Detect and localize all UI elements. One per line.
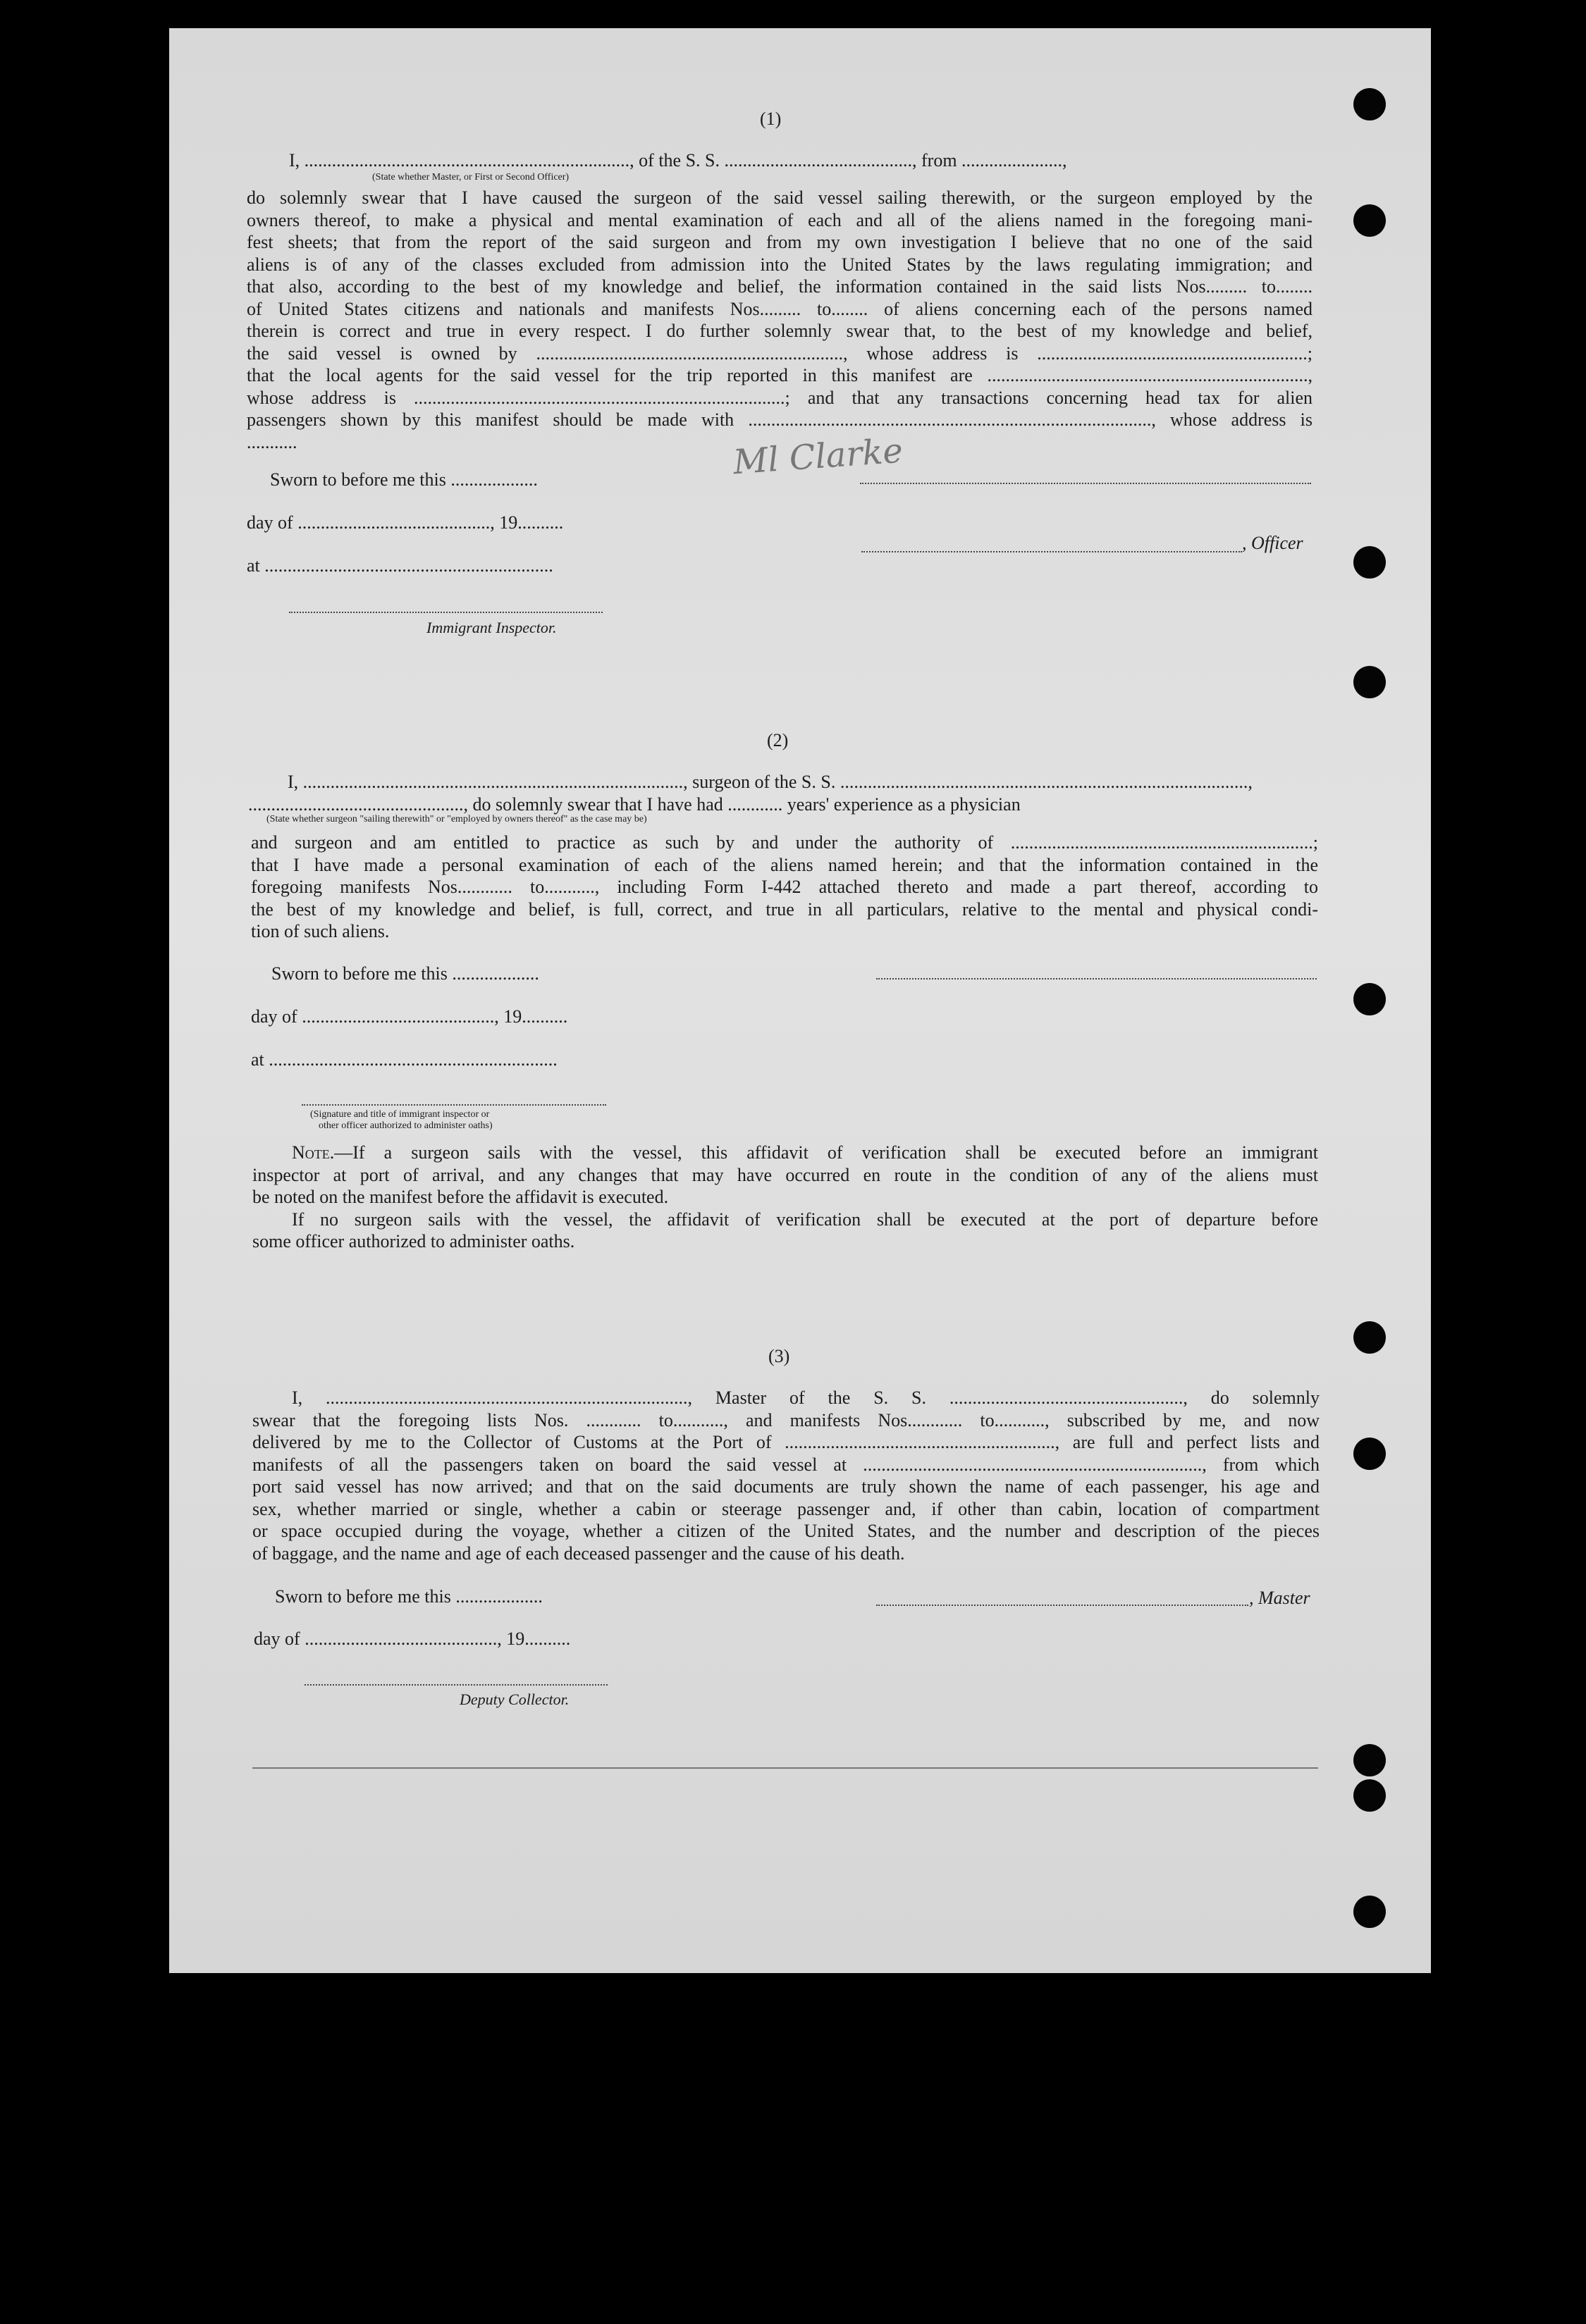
section-2-opening-line: I, ..................................................................................., surgeon of the S. S. ........................................................................................., bbox=[288, 772, 1253, 792]
surgeon-signature-line bbox=[876, 978, 1317, 979]
section-1-officer-label: , Officer bbox=[1242, 533, 1303, 553]
section-3-collector-title: Deputy Collector. bbox=[460, 1691, 570, 1708]
section-3-day-line: day of .........................................., 19.......... bbox=[254, 1628, 571, 1649]
section-3-oath-text bbox=[252, 1387, 1320, 1564]
note-line: If no surgeon sails with the vessel, the affidavit of verification shall be executed at the port of departure before bbox=[292, 1209, 1318, 1230]
oath-line: passengers shown by this manifest should be made with ........................................................................................, whose address is bbox=[247, 409, 1313, 430]
section-1-number: (1) bbox=[760, 109, 782, 129]
bottom-rule bbox=[252, 1767, 1318, 1769]
oath-line: aliens is of any of the classes excluded from admission into the United States by the laws regulating immigration; and bbox=[247, 254, 1313, 275]
section-2-sig-caption-2: other officer authorized to administer oaths) bbox=[319, 1120, 493, 1131]
note-line: inspector at port of arrival, and any changes that may have occurred en route in the condition of any of the aliens must bbox=[252, 1164, 1318, 1185]
section-2-sworn-line: Sworn to before me this ................... bbox=[271, 963, 539, 984]
oath-line: foregoing manifests Nos............ to..........., including Form I-442 attached thereto and made a part thereof, according to bbox=[251, 877, 1318, 897]
master-signature-line bbox=[876, 1605, 1248, 1606]
punch-hole bbox=[1353, 1438, 1386, 1470]
oath-line: fest sheets; that from the report of the said surgeon and from my own investigation I believe that no one of the said bbox=[247, 232, 1313, 252]
inspector-signature-line bbox=[289, 612, 603, 613]
punch-hole bbox=[1353, 1896, 1386, 1928]
section-1-inspector-title: Immigrant Inspector. bbox=[426, 619, 557, 636]
oath-line: ........... bbox=[247, 431, 297, 452]
section-3-master-label: , Master bbox=[1249, 1588, 1310, 1608]
section-2-note bbox=[252, 1142, 1318, 1253]
oath-line: that I have made a personal examination of each of the aliens named herein; and that the information contained in the bbox=[251, 854, 1318, 875]
note-text: —If a surgeon sails with the vessel, this affidavit of verification shall be executed before an immigrant bbox=[334, 1142, 1318, 1163]
section-2-at-line: at ............................................................... bbox=[251, 1049, 558, 1070]
section-1-opening-line: I, ......................................................................., of the S. S. ........................................., from ......................, bbox=[289, 150, 1067, 171]
oath-line: and surgeon and am entitled to practice as such by and under the authority of ..................................................................; bbox=[251, 832, 1318, 853]
officer-signature-line bbox=[860, 483, 1311, 484]
oath-line: swear that the foregoing lists Nos. ............ to..........., and manifests Nos............ to..........., subscribed by me, and now bbox=[252, 1409, 1320, 1430]
oath-line: delivered by me to the Collector of Customs at the Port of ..........................................................., are full and perfect lists and bbox=[252, 1432, 1320, 1452]
oath-line: sex, whether married or single, whether a cabin or steerage passenger and, if other than cabin, location of compartment bbox=[252, 1498, 1320, 1519]
note-line: be noted on the manifest before the affidavit is executed. bbox=[252, 1187, 669, 1207]
witness-signature-line bbox=[302, 1104, 606, 1106]
punch-hole bbox=[1353, 1321, 1386, 1354]
note-label: Note. bbox=[292, 1142, 335, 1163]
note-line bbox=[252, 1142, 1318, 1164]
section-2-oath-text bbox=[251, 832, 1318, 943]
punch-hole bbox=[1353, 983, 1386, 1015]
section-1-day-line: day of .........................................., 19.......... bbox=[247, 512, 564, 533]
section-3-sworn-line: Sworn to before me this ................... bbox=[275, 1586, 543, 1607]
oath-line: that also, according to the best of my knowledge and belief, the information contained in the said lists Nos......... to........ bbox=[247, 276, 1313, 297]
section-2-number: (2) bbox=[767, 730, 789, 750]
oath-line: of baggage, and the name and age of each deceased passenger and the cause of his death. bbox=[252, 1543, 905, 1564]
collector-signature-line bbox=[305, 1684, 608, 1686]
oath-line: manifests of all the passengers taken on board the said vessel at .........................................................................., from which bbox=[252, 1454, 1320, 1475]
oath-line: tion of such aliens. bbox=[251, 921, 390, 941]
punch-hole bbox=[1353, 1779, 1386, 1812]
section-1-caption: (State whether Master, or First or Second Officer) bbox=[372, 172, 570, 183]
punch-hole bbox=[1353, 88, 1386, 120]
oath-line: I, ..............................................................................., Master of the S. S. ..................................................., do solemnly bbox=[292, 1387, 1320, 1408]
section-1-oath-text bbox=[247, 187, 1313, 453]
officer-name-line bbox=[861, 551, 1242, 552]
punch-hole bbox=[1353, 204, 1386, 237]
oath-line: port said vessel has now arrived; and that on the said documents are truly shown the name of each passenger, his age and bbox=[252, 1476, 1320, 1497]
oath-line: the said vessel is owned by ..................................................................., whose address is ...........................................................; bbox=[247, 342, 1313, 364]
oath-line: whose address is .................................................................................; and that any transactions concerning head tax for alien bbox=[247, 387, 1313, 408]
section-1-at-line: at ............................................................... bbox=[247, 555, 553, 576]
section-1-sworn-line: Sworn to before me this ................... bbox=[270, 469, 538, 490]
punch-hole bbox=[1353, 666, 1386, 698]
punch-hole bbox=[1353, 546, 1386, 579]
oath-line: that the local agents for the said vessel for the trip reported in this manifest are ......................................................................, bbox=[247, 365, 1313, 385]
section-2-caption: (State whether surgeon "sailing therewith" or "employed by owners thereof" as the case may be) bbox=[266, 814, 647, 824]
oath-line: or space occupied during the voyage, whether a citizen of the United States, and the number and description of the pieces bbox=[252, 1521, 1320, 1541]
oath-line: of United States citizens and nationals and manifests Nos......... to........ of aliens concerning each of the persons named bbox=[247, 298, 1313, 319]
section-2-second-line: ..............................................., do solemnly swear that I have had ............ years' experience as a physician bbox=[248, 794, 1021, 815]
punch-hole bbox=[1353, 1744, 1386, 1776]
oath-line: owners thereof, to make a physical and mental examination of each and all of the aliens named in the foregoing mani- bbox=[247, 209, 1313, 230]
section-3-number: (3) bbox=[768, 1346, 790, 1366]
section-2-sig-caption-1: (Signature and title of immigrant inspector or bbox=[310, 1109, 490, 1120]
oath-line: the best of my knowledge and belief, is full, correct, and true in all particulars, relative to the mental and physical condi- bbox=[251, 898, 1318, 920]
note-line: some officer authorized to administer oaths. bbox=[252, 1231, 575, 1251]
oath-line: therein is correct and true in every respect. I do further solemnly swear that, to the best of my knowledge and belief, bbox=[247, 321, 1313, 341]
officer-signature: Ml Clarke bbox=[732, 431, 904, 483]
oath-line: do solemnly swear that I have caused the surgeon of the said vessel sailing therewith, or the surgeon employed by the bbox=[247, 187, 1313, 208]
section-2-day-line: day of .........................................., 19.......... bbox=[251, 1006, 568, 1027]
